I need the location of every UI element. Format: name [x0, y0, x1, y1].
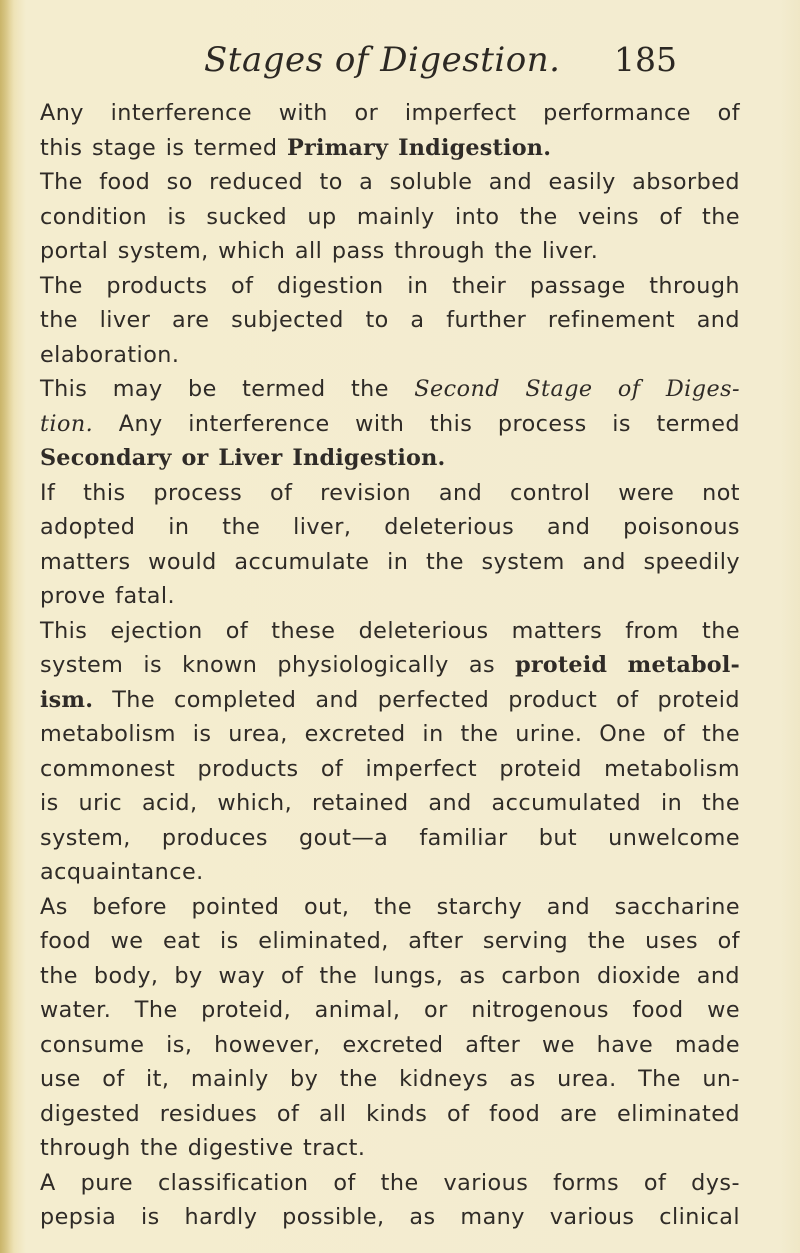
text-run: A pure classification of the various forms of dys- [40, 1169, 740, 1196]
running-title: Stages of Digestion. [204, 40, 561, 80]
text-line [40, 752, 740, 787]
bold-term: proteid metabol- [515, 652, 740, 678]
text-line [40, 959, 740, 994]
page-header [0, 40, 800, 92]
text-line [40, 1097, 740, 1132]
text-line [40, 786, 740, 821]
text-run: consume is, however, excreted after we have made [40, 1031, 740, 1058]
bold-term: ism. [40, 686, 94, 713]
text-line [40, 131, 740, 166]
text-run: The food so reduced to a soluble and easily absorbed [40, 169, 740, 195]
text-run: metabolism is urea, excreted in the urine. One of the [40, 721, 740, 747]
text-run: this stage is termed [40, 134, 288, 161]
text-line [40, 269, 740, 304]
text-run: prove fatal. [40, 583, 176, 609]
text-line [40, 234, 740, 269]
text-run: pepsia is hardly possible, as many various clinical [40, 1204, 740, 1230]
text-line [40, 717, 740, 752]
text-run: food we eat is eliminated, after serving the uses of [40, 928, 740, 954]
text-line [40, 338, 740, 373]
italic-phrase: tion. [40, 410, 94, 437]
text-line [40, 1200, 740, 1235]
text-line [40, 1028, 740, 1063]
text-line [40, 648, 740, 683]
text-run: This may be termed the [40, 376, 415, 402]
text-run: The products of digestion in their passage through [40, 272, 740, 299]
text-run: the body, by way of the lungs, as carbon dioxide and [40, 962, 740, 989]
text-run: acquaintance. [40, 859, 204, 885]
text-line [40, 96, 740, 131]
text-line [40, 441, 740, 476]
text-line [40, 303, 740, 338]
text-run: is uric acid, which, retained and accumulated in the [40, 790, 740, 816]
text-line [40, 614, 740, 649]
text-line [40, 1062, 740, 1097]
text-line [40, 924, 740, 959]
text-line [40, 407, 740, 442]
text-run: As before pointed out, the starchy and saccharine [40, 893, 740, 920]
text-run: through the digestive tract. [40, 1135, 366, 1161]
text-run: If this process of revision and control were not [40, 479, 740, 506]
bold-term: Primary Indigestion. [287, 134, 552, 161]
text-run: adopted in the liver, deleterious and poisonous [40, 514, 740, 540]
text-run: This ejection of these deleterious matters from the [40, 617, 740, 644]
text-line [40, 372, 740, 407]
text-run: digested residues of all kinds of food are eliminated [40, 1100, 740, 1127]
page-number: 185 [614, 40, 677, 79]
text-run: condition is sucked up mainly into the veins of the [40, 203, 740, 230]
text-line [40, 890, 740, 925]
text-line [40, 200, 740, 235]
body-text [40, 96, 740, 1235]
text-run: Any interference with this process is termed [93, 410, 740, 437]
page-gutter-shadow [0, 0, 14, 1253]
text-line [40, 545, 740, 580]
text-line [40, 821, 740, 856]
text-line [40, 683, 740, 718]
text-line [40, 1131, 740, 1166]
text-run: commonest products of imperfect proteid metabolism [40, 755, 740, 782]
text-line [40, 510, 740, 545]
text-line [40, 165, 740, 200]
text-line [40, 855, 740, 890]
text-run: elaboration. [40, 341, 180, 368]
text-run: system is known physiologically as [40, 652, 516, 678]
bold-term: Secondary or Liver Indigestion. [40, 445, 446, 471]
text-run: portal system, which all pass through the liver. [40, 238, 599, 264]
text-run: the liver are subjected to a further refinement and [40, 307, 740, 333]
text-run: use of it, mainly by the kidneys as urea. The un- [40, 1066, 740, 1092]
text-run: The completed and perfected product of proteid [93, 686, 740, 713]
text-run: matters would accumulate in the system and speedily [40, 548, 740, 575]
text-line [40, 579, 740, 614]
text-line [40, 1166, 740, 1201]
text-run: water. The proteid, animal, or nitrogenous food we [40, 997, 740, 1023]
text-run: system, produces gout—a familiar but unwelcome [40, 824, 740, 851]
italic-phrase: Second Stage of Diges- [414, 376, 740, 402]
text-run: Any interference with or imperfect performance of [40, 100, 740, 126]
text-line [40, 993, 740, 1028]
text-line [40, 476, 740, 511]
